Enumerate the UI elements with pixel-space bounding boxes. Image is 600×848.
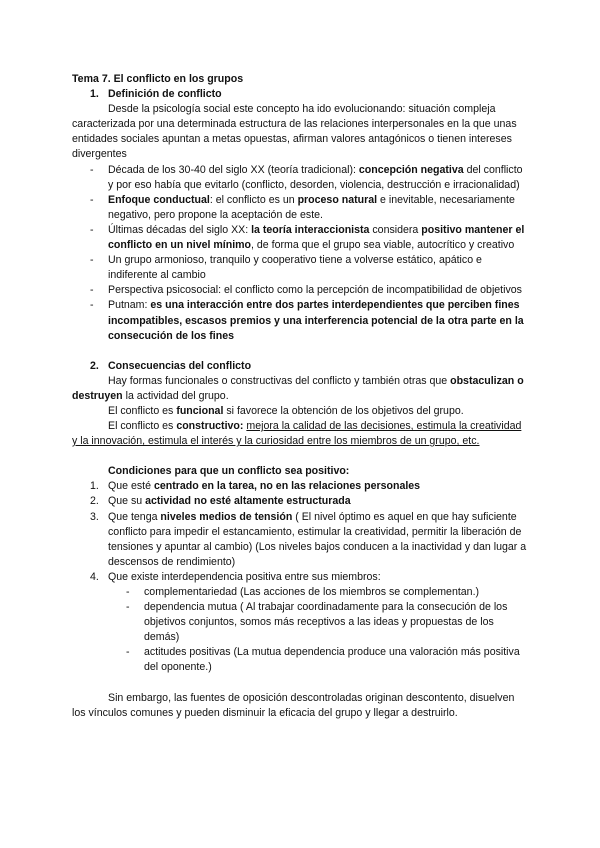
item-text: Que su (108, 495, 146, 508)
section-2-paragraph-1 (72, 374, 528, 404)
item-bold: concepción negativa (358, 163, 464, 176)
item-bold: proceso natural (297, 193, 378, 206)
item-text: Década de los 30-40 del siglo XX (teoría tradicional): (108, 163, 359, 176)
para-text: si favorece la obtención de los objetivos del grupo. (223, 404, 464, 417)
list-item: - Perspectiva psicosocial: el conflicto como la percepción de incompatibilidad de objetivos (90, 283, 528, 298)
item-text: , de forma que el grupo sea viable, autocrítico y creativo (251, 239, 515, 252)
item-text: Que tenga (108, 510, 161, 523)
section-2-heading (90, 359, 528, 374)
spacer (72, 344, 528, 359)
spacer (72, 676, 528, 691)
item-text: del conflicto y por eso había que evitarlo (conflicto, desorden, violencia, destrucción e irracionalidad) (108, 163, 523, 191)
item-number: 1. (90, 480, 99, 493)
document-page (72, 72, 528, 721)
item-bold: centrado en la tarea, no en las relaciones personales (153, 480, 421, 493)
item-text: e inevitable, necesariamente negativo, pero propone la aceptación de este. (108, 193, 515, 221)
document-title: Tema 7. El conflicto en los grupos (72, 73, 244, 85)
list-item: - Un grupo armonioso, tranquilo y cooperativo tiene a volverse estático, apático e indiferente al cambio (90, 253, 528, 283)
section-1-title: Definición de conflicto (108, 88, 222, 101)
list-item (90, 298, 528, 343)
item-text: considera (369, 223, 422, 236)
list-item (90, 193, 528, 223)
item-number: 3. (90, 510, 99, 523)
para-text: El conflicto es (108, 404, 177, 417)
list-item (90, 163, 528, 193)
list-item: - actitudes positivas (La mutua dependencia produce una valoración más positiva del oponente.) (126, 645, 528, 675)
item-text: : el conflicto es un (209, 193, 298, 206)
item-bold: positivo mantener el conflicto en un nivel mínimo (108, 223, 525, 252)
list-item (90, 510, 528, 570)
section-1-number: 1. (90, 88, 99, 101)
item-bold: la teoría interaccionista (251, 223, 370, 236)
item-text: ( El nivel óptimo es aquel en que hay suficiente conflicto para impedir el estancamiento, estimular la creatividad, permitir la liberación de tensiones y apuntar al cambio) (Los niveles bajos conducen a la inactividad y dan lugar a descensos de rendimiento) (108, 510, 527, 568)
para-underlined: mejora la calidad de las decisiones, estimula la creatividad y la innovación, estimula el interés y la curiosidad entre los miembros de un grupo, etc. (72, 420, 522, 448)
section-2-title: Consecuencias del conflicto (108, 359, 252, 372)
list-item: - complementariedad (Las acciones de los miembros se complementan.) (126, 585, 528, 600)
section-1-list (72, 163, 528, 344)
conditions-list (72, 479, 528, 585)
item-number: 2. (90, 495, 99, 508)
item-bold: niveles medios de tensión (160, 510, 293, 523)
section-1-intro: Desde la psicología social este concepto ha ido evolucionando: situación compleja caracterizada por una determinada estructura de las relaciones interpersonales en la que unas entidades sociales apuntan a metas opuestas, afirman valores antagónicos o tienen intereses divergentes (72, 103, 517, 161)
item-text: Putnam: (108, 299, 151, 312)
list-item (90, 479, 528, 494)
item-bold: Enfoque conductual (108, 193, 210, 206)
spacer (72, 449, 528, 464)
para-text: El conflicto es (108, 420, 177, 433)
conditions-heading-text: Condiciones para que un conflicto sea positivo: (108, 465, 350, 478)
para-text: la actividad del grupo. (122, 389, 229, 402)
item-bold: actividad no esté altamente estructurada (145, 495, 351, 508)
section-1-heading (90, 87, 528, 102)
para-bold: constructivo: (176, 420, 244, 433)
item-text: Que esté (108, 480, 154, 493)
list-item (90, 494, 528, 509)
list-item (90, 223, 528, 253)
item-bold: es una interacción entre dos partes interdependientes que perciben fines incompatibles, escasos premios y una interferencia potencial de la otra parte en la consecución de los fines (108, 299, 524, 342)
item-number: 4. (90, 570, 99, 583)
para-bold: obstaculizan o destruyen (72, 374, 524, 402)
list-item (90, 570, 528, 585)
list-item: - dependencia mutua ( Al trabajar coordinadamente para la consecución de los objetivos conjuntos, somos más receptivos a las ideas y propuestas de los demás) (126, 600, 528, 645)
para-text: Hay formas funcionales o constructivas del conflicto y también otras que (108, 374, 451, 387)
closing-paragraph: Sin embargo, las fuentes de oposición descontroladas originan descontento, disuelven los vínculos comunes y pueden disminuir la eficacia del grupo y llegar a destruirlo. (72, 691, 515, 719)
para-bold: funcional (176, 404, 224, 417)
section-2-number: 2. (90, 359, 99, 372)
section-2-paragraph-3 (72, 419, 528, 449)
item-text: Últimas décadas del siglo XX: (108, 223, 252, 236)
item-text: Que existe interdependencia positiva entre sus miembros: (108, 570, 381, 583)
conditions-heading (108, 464, 528, 479)
interdependence-list (72, 585, 528, 676)
section-2-paragraph-2 (72, 404, 528, 419)
